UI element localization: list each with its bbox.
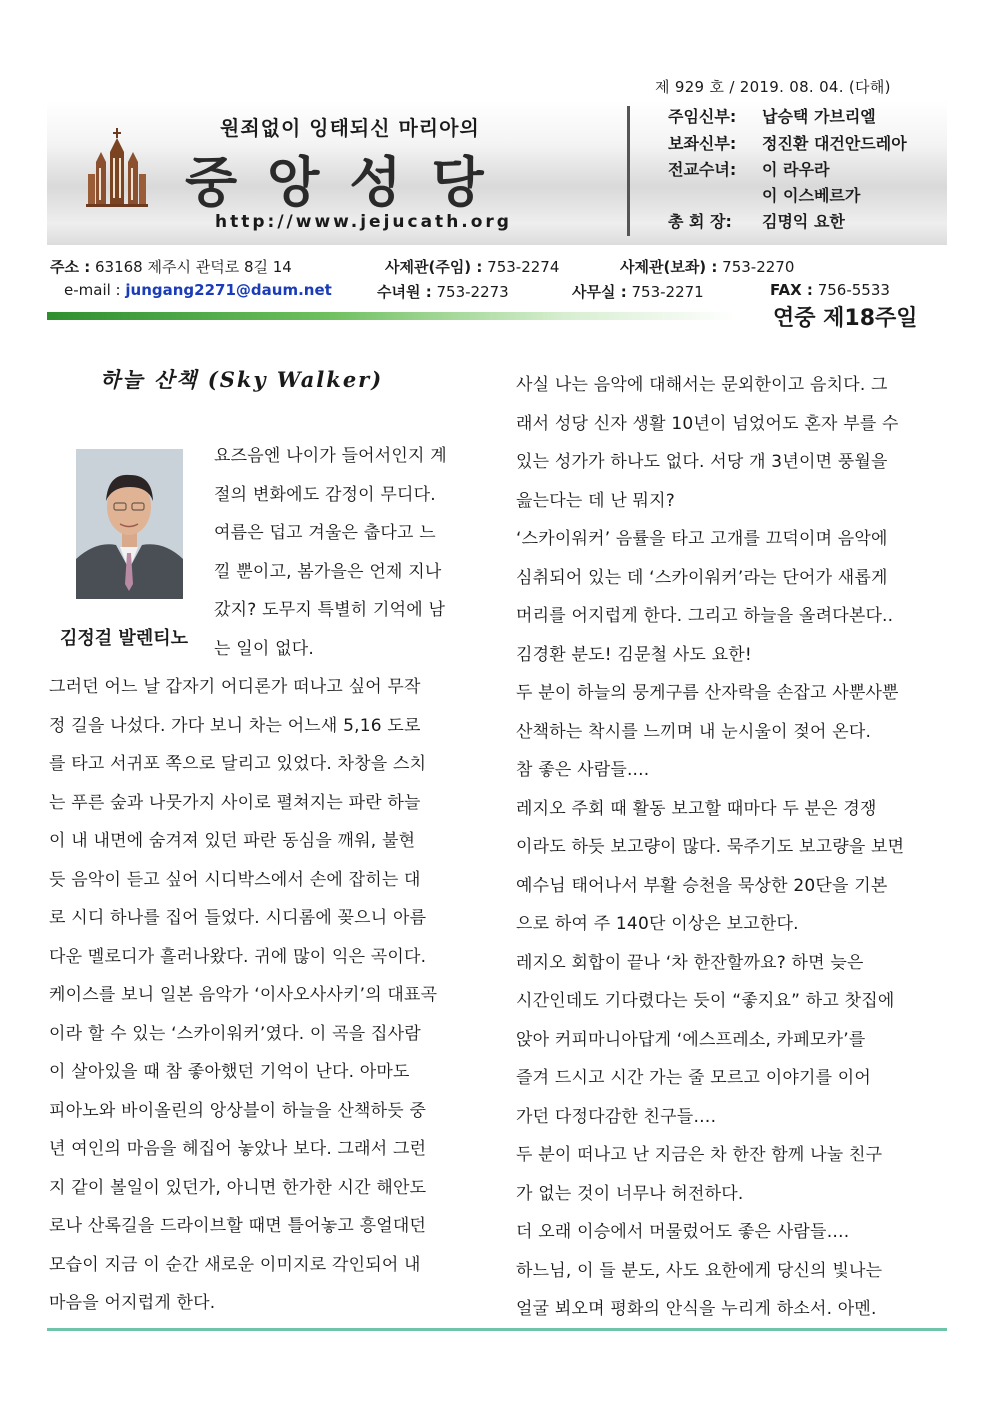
article-line: 이 살아있을 때 참 좋아했던 기억이 난다. 아마도	[49, 1062, 410, 1082]
article-line: 피아노와 바이올린의 앙상블이 하늘을 산책하듯 중	[49, 1100, 427, 1121]
article-line: 더 오래 이승에서 머물렀어도 좋은 사람들….	[516, 1222, 850, 1242]
article-line: 앉아 커피마니아답게 ‘에스프레소, 카페모카’를	[516, 1029, 866, 1050]
contact-row-1	[50, 256, 292, 277]
office-phone: 753-2271	[631, 283, 704, 301]
fax-number: 756-5533	[817, 281, 890, 299]
article-line: 정 길을 나섰다. 가다 보니 차는 어느새 5,16 도로	[49, 715, 421, 736]
staff-role: 총 회 장:	[668, 212, 732, 231]
article-line: 듯 음악이 듣고 싶어 시디박스에서 손에 잡히는 대	[49, 869, 421, 890]
article-line: 이 내 내면에 숨겨져 있던 파란 동심을 깨워, 불현	[49, 831, 416, 851]
article-line: 시간인데도 기다렸다는 듯이 “좋지요” 하고 찻집에	[516, 991, 895, 1011]
author-name: 김정걸 발렌티노	[60, 628, 188, 649]
rectory-assist-phone: 753-2270	[722, 258, 795, 276]
bottom-rule	[47, 1328, 947, 1331]
article-line: 산책하는 착시를 느끼며 내 눈시울이 젖어 온다.	[516, 721, 872, 742]
article-line: 얼굴 뵈오며 평화의 안식을 누리게 하소서. 아멘.	[516, 1299, 877, 1319]
staff-name: 김명익 요한	[762, 212, 845, 231]
email-row	[64, 281, 332, 299]
article-line: 를 타고 서귀포 쪽으로 달리고 있었다. 차창을 스치	[49, 754, 427, 774]
fax-label: FAX :	[770, 281, 813, 299]
staff-row	[668, 131, 907, 154]
office	[572, 281, 704, 302]
article-line: 갔지? 도무지 특별히 기억에 남	[214, 600, 446, 620]
cathedral-logo-icon	[86, 128, 152, 208]
article-line: 즐겨 드시고 시간 가는 줄 모르고 이야기를 이어	[516, 1068, 872, 1088]
article-line: 케이스를 보니 일본 음악가 ‘이사오사사키’의 대표곡	[49, 985, 438, 1005]
article-line: 지 같이 볼일이 있던가, 아니면 한가한 시간 해안도	[49, 1177, 427, 1198]
article-line: 로 시디 하나를 집어 들었다. 시디롬에 꽂으니 아름	[49, 908, 427, 928]
email-label: e-mail :	[64, 281, 121, 299]
email-link[interactable]: jungang2271@daum.net	[125, 281, 332, 299]
article-line: 마음을 어지럽게 한다.	[49, 1293, 216, 1313]
banner-divider	[627, 106, 630, 236]
issue-line: 제 929 호 / 2019. 08. 04. (다해)	[655, 78, 891, 96]
staff-row	[668, 104, 876, 127]
staff-row	[668, 157, 829, 180]
article-line: 예수님 태어나서 부활 승천을 묵상한 20단을 기본	[516, 875, 888, 896]
article-line: ‘스카이워커’ 음률을 타고 고개를 끄덕이며 음악에	[516, 529, 888, 549]
article-line: 두 분이 하늘의 뭉게구름 산자락을 손잡고 사뿐사뿐	[516, 683, 899, 703]
article-line: 으로 하여 주 140단 이상은 보고한다.	[516, 914, 799, 934]
liturgical-day: 연중 제18주일	[773, 306, 918, 331]
article-line: 김경환 분도! 김문철 사도 요한!	[516, 644, 752, 665]
article-line: 여름은 덥고 겨울은 춥다고 느	[214, 523, 436, 543]
rectory-main-label: 사제관(주임) :	[385, 258, 483, 276]
staff-name: 이 라우라	[762, 160, 830, 179]
staff-role: 주임신부:	[668, 107, 737, 126]
church-subtitle: 원죄없이 잉태되신 마리아의	[220, 116, 480, 140]
staff-row	[668, 209, 845, 232]
article-line: 읊는다는 데 난 뭐지?	[516, 490, 676, 511]
article-line: 이라도 하듯 보고량이 많다. 묵주기도 보고량을 보면	[516, 837, 905, 857]
rectory-assist	[620, 256, 794, 277]
article-line: 절의 변화에도 감정이 무디다.	[214, 484, 436, 505]
article-line: 사실 나는 음악에 대해서는 문외한이고 음치다. 그	[516, 375, 888, 395]
article-line: 머리를 어지럽게 한다. 그리고 하늘을 올려다본다..	[516, 606, 894, 626]
article-line: 가 없는 것이 너무나 허전하다.	[516, 1183, 744, 1204]
article-line: 는 푸른 숲과 나뭇가지 사이로 펼쳐지는 파란 하늘	[49, 792, 421, 813]
author-portrait-icon	[76, 449, 183, 599]
article-line: 다운 멜로디가 흘러나왔다. 귀에 많이 익은 곡이다.	[49, 946, 427, 967]
article-line: 심취되어 있는 데 ‘스카이워커’라는 단어가 새롭게	[516, 567, 888, 588]
church-name: 중앙성당	[185, 151, 514, 214]
article-line: 레지오 주회 때 활동 보고할 때마다 두 분은 경쟁	[516, 798, 877, 819]
article-title: 하늘 산책 (Sky Walker)	[100, 367, 384, 392]
article-line: 년 여인의 마음을 헤집어 놓았나 보다. 그래서 그런	[49, 1139, 427, 1159]
staff-row	[668, 183, 860, 206]
article-line: 이라 할 수 있는 ‘스카이워커’였다. 이 곡을 집사람	[49, 1023, 421, 1044]
article-line: 로나 산록길을 드라이브할 때면 틀어놓고 흥얼대던	[49, 1216, 427, 1236]
article-line: 모습이 지금 이 순간 새로운 이미지로 각인되어 내	[49, 1254, 421, 1275]
article-line: 는 일이 없다.	[214, 638, 314, 659]
address: 63168 제주시 관덕로 8길 14	[94, 258, 292, 276]
convent-phone: 753-2273	[436, 283, 509, 301]
staff-name: 이 이스베르가	[762, 186, 861, 205]
website-url[interactable]: http://www.jejucath.org	[215, 212, 512, 232]
article-line: 참 좋은 사람들....	[516, 760, 650, 780]
staff-role: 전교수녀:	[668, 160, 737, 179]
convent-label: 수녀원 :	[377, 283, 432, 301]
article-line: 두 분이 떠나고 난 지금은 차 한잔 함께 나눌 친구	[516, 1145, 883, 1165]
article-line: 하느님, 이 들 분도, 사도 요한에게 당신의 빛나는	[516, 1260, 883, 1281]
address-label: 주소 :	[50, 258, 91, 276]
article-line: 레지오 회합이 끝나 ‘차 한잔할까요? 하면 늦은	[516, 952, 864, 973]
fax	[770, 281, 890, 299]
article-line: 낄 뿐이고, 봄가을은 언제 지나	[214, 561, 442, 582]
article-line: 있는 성가가 하나도 없다. 서당 개 3년이면 풍월을	[516, 452, 888, 472]
article-line: 요즈음엔 나이가 들어서인지 계	[214, 446, 447, 466]
staff-role: 보좌신부:	[668, 134, 737, 153]
divider-bar	[47, 312, 737, 320]
article-line: 그러던 어느 날 갑자기 어디론가 떠나고 싶어 무작	[49, 677, 421, 697]
staff-name: 납승택 가브리엘	[762, 107, 876, 126]
article-line: 가던 다정다감한 친구들….	[516, 1106, 717, 1127]
author-portrait	[76, 449, 183, 599]
article-line: 래서 성당 신자 생활 10년이 넘었어도 혼자 부를 수	[516, 413, 899, 434]
convent	[377, 281, 509, 302]
rectory-main	[385, 256, 559, 277]
office-label: 사무실 :	[572, 283, 627, 301]
staff-name: 정진환 대건안드레아	[762, 134, 907, 153]
rectory-assist-label: 사제관(보좌) :	[620, 258, 718, 276]
rectory-main-phone: 753-2274	[487, 258, 560, 276]
